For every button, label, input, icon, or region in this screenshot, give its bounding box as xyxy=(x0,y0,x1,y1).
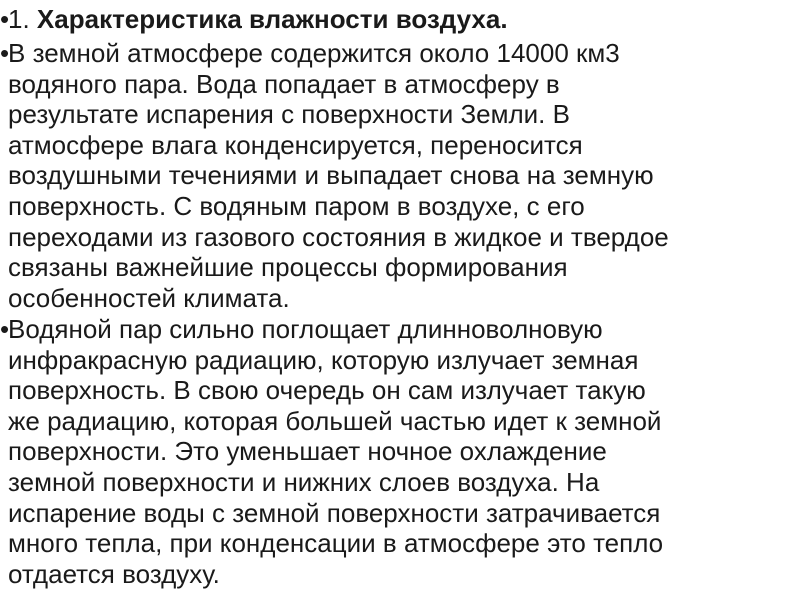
title-item xyxy=(0,4,800,36)
title-text: Характеристика влажности воздуха. xyxy=(36,4,508,34)
bullet-icon: • xyxy=(0,314,10,344)
paragraph-text: В земной атмосфере содержится около 14000 км3 водяного пара. Вода попадает в атмосферу в результате испарения с поверхности Земли. В атмосфере влага конденсируется, переносится воздушными течениями и выпадает снова на земную поверхность. С водяным паром в воздухе, с его переходами из газового состояния в жидкое и твердое связаны важнейшие процессы формирования особенностей климата. xyxy=(8,38,669,313)
bullet-icon: • xyxy=(0,38,10,68)
paragraph-item xyxy=(0,38,800,318)
paragraph-item xyxy=(0,314,800,594)
paragraph-text: Водяной пар сильно поглощает длинноволновую инфракрасную радиацию, которую излучает земная поверхность. В свою очередь он сам излучает такую же радиацию, которая большей частью идет к земной поверхности. Это уменьшает ночное охлаждение земной поверхности и нижних слоев воздуха. На испарение воды с земной поверхности затрачивается много тепла, при конденсации в атмосфере это тепло отдается воздуху. xyxy=(8,314,664,589)
title-number: 1. xyxy=(8,4,30,34)
bullet-icon: • xyxy=(0,4,10,34)
slide-title xyxy=(8,4,794,35)
